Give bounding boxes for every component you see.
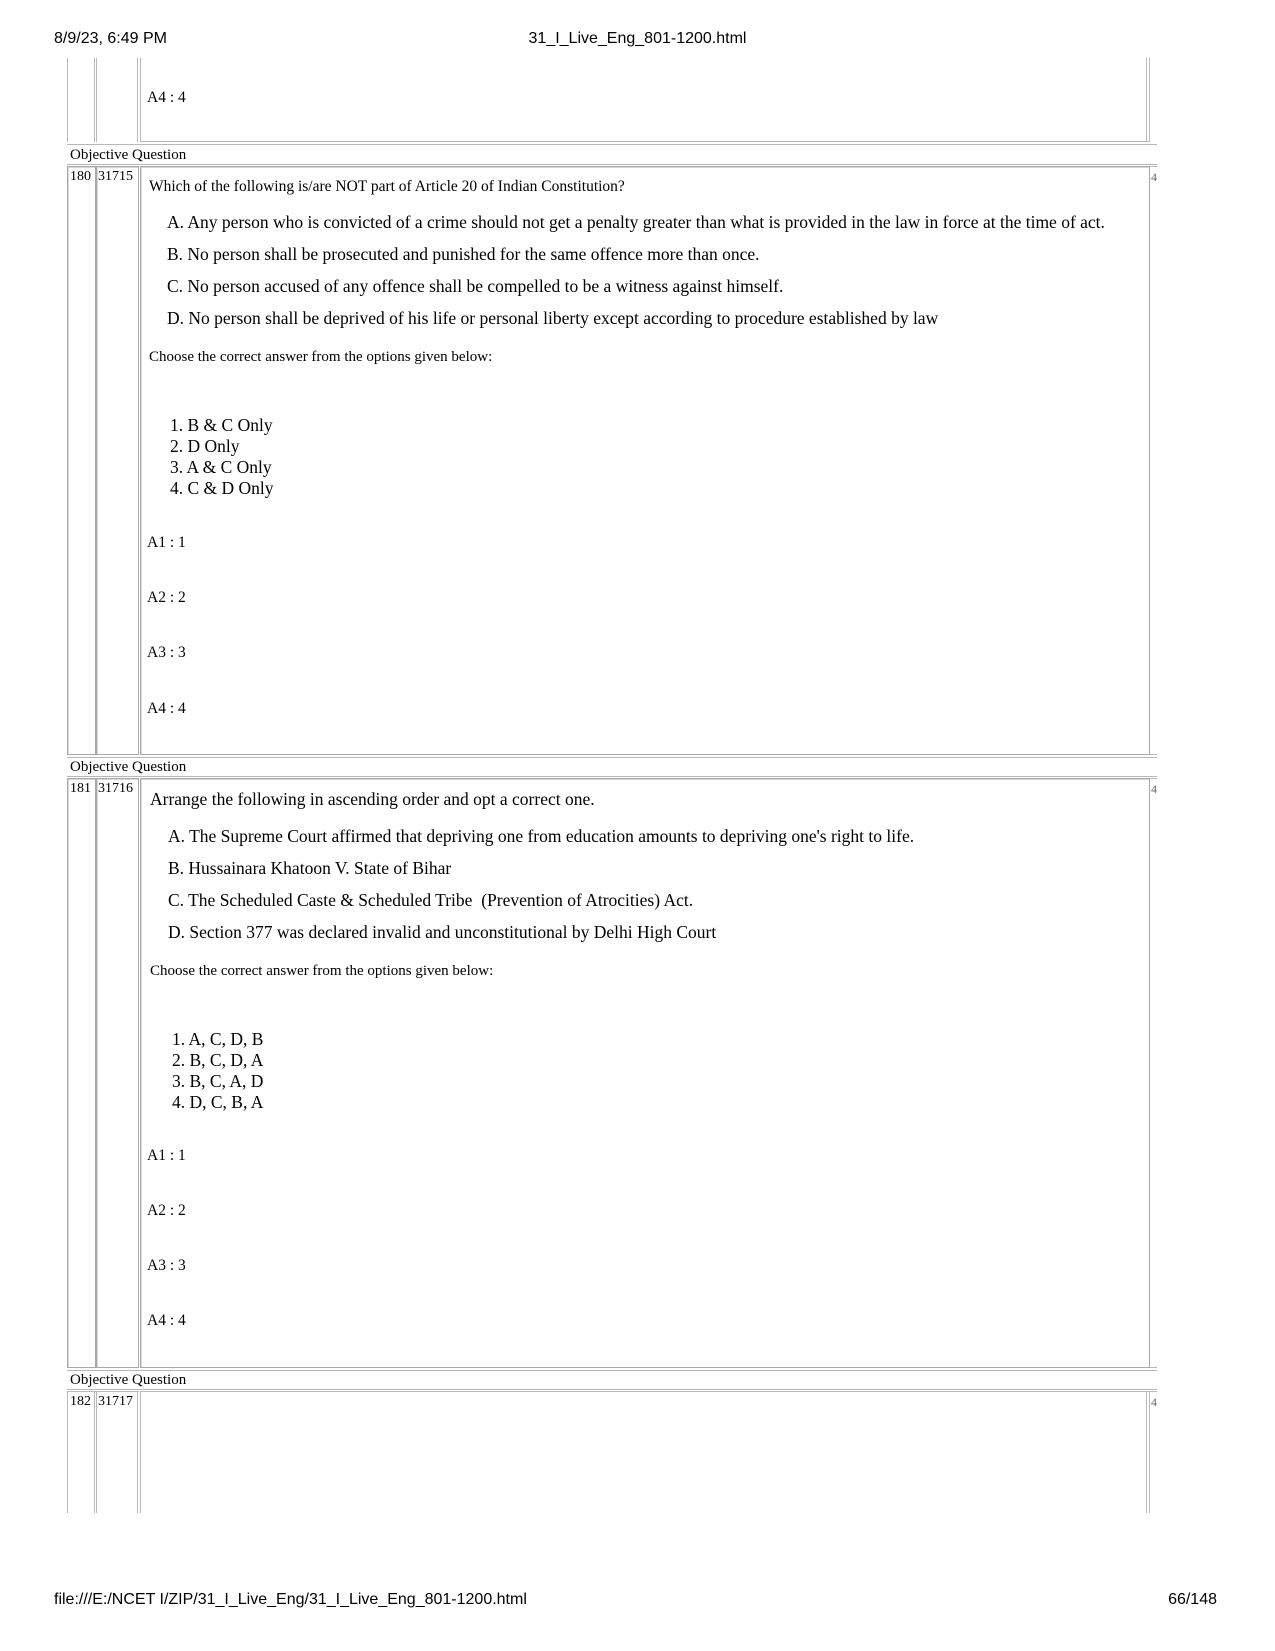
question-type-label: Objective Question (70, 147, 187, 163)
print-datetime: 8/9/23, 6:49 PM (54, 30, 167, 47)
answer-option: A2 : 2 (147, 589, 186, 606)
statement-c: C. The Scheduled Caste & Scheduled Tribe (Prevention of Atrocities) Act. (168, 890, 694, 910)
question-serial-number: 180 (70, 169, 91, 184)
question-id-cell (96, 778, 139, 1368)
answer-option: A1 : 1 (147, 534, 186, 551)
answer-option: A4 : 4 (147, 1312, 186, 1329)
statement-d: D. No person shall be deprived of his life or personal liberty except according to procedure established by law (167, 308, 939, 328)
question-id: 31717 (98, 1394, 133, 1409)
answer-option: A4 : 4 (147, 700, 186, 717)
choose-instruction: Choose the correct answer from the options given below: (149, 349, 493, 365)
option-1: 1. A, C, D, B (172, 1029, 264, 1049)
question-type-label: Objective Question (70, 1372, 187, 1388)
answer-option: A2 : 2 (147, 1202, 186, 1219)
statement-b: B. No person shall be prosecuted and punished for the same offence more than once. (167, 244, 760, 264)
option-1: 1. B & C Only (170, 415, 273, 435)
choose-instruction: Choose the correct answer from the options given below: (150, 963, 494, 979)
statement-a: A. Any person who is convicted of a crime should not get a penalty greater than what is provided in the law in force at the time of act. (167, 212, 1105, 232)
question-marks: 4 (1151, 1395, 1157, 1409)
answer-option: A3 : 3 (147, 1257, 186, 1274)
answer-option: A3 : 3 (147, 644, 186, 661)
question-text: Which of the following is/are NOT part of Article 20 of Indian Constitution? (149, 178, 625, 195)
statement-a: A. The Supreme Court affirmed that depriving one from education amounts to depriving one's right to life. (168, 826, 915, 846)
question-serial-number: 182 (70, 1394, 91, 1409)
statement-b: B. Hussainara Khatoon V. State of Bihar (168, 858, 452, 878)
question-type-label: Objective Question (70, 759, 187, 775)
statement-d: D. Section 377 was declared invalid and unconstitutional by Delhi High Court (168, 922, 717, 942)
question-marks: 4 (1151, 170, 1157, 184)
question-id: 31716 (98, 781, 133, 796)
option-2: 2. B, C, D, A (172, 1050, 264, 1070)
print-page-number: 66/148 (1168, 1591, 1217, 1608)
question-id-cell (96, 166, 139, 755)
statement-c: C. No person accused of any offence shall be compelled to be a witness against himself. (167, 276, 784, 296)
print-file-path: file:///E:/NCET I/ZIP/31_I_Live_Eng/31_I_Live_Eng_801-1200.html (54, 1591, 527, 1608)
option-3: 3. A & C Only (170, 457, 272, 477)
serial-cell (67, 778, 96, 1368)
question-serial-number: 181 (70, 781, 91, 796)
answer-option: A1 : 1 (147, 1147, 186, 1164)
option-2: 2. D Only (170, 436, 240, 456)
option-3: 3. B, C, A, D (172, 1071, 264, 1091)
answer-option: A4 : 4 (147, 89, 186, 106)
question-marks: 4 (1151, 782, 1157, 796)
print-doc-title: 31_I_Live_Eng_801-1200.html (528, 30, 747, 47)
serial-cell (67, 166, 96, 755)
option-4: 4. D, C, B, A (172, 1092, 264, 1112)
question-text: Arrange the following in ascending order and opt a correct one. (150, 789, 595, 809)
option-4: 4. C & D Only (170, 478, 274, 498)
question-id: 31715 (98, 169, 133, 184)
